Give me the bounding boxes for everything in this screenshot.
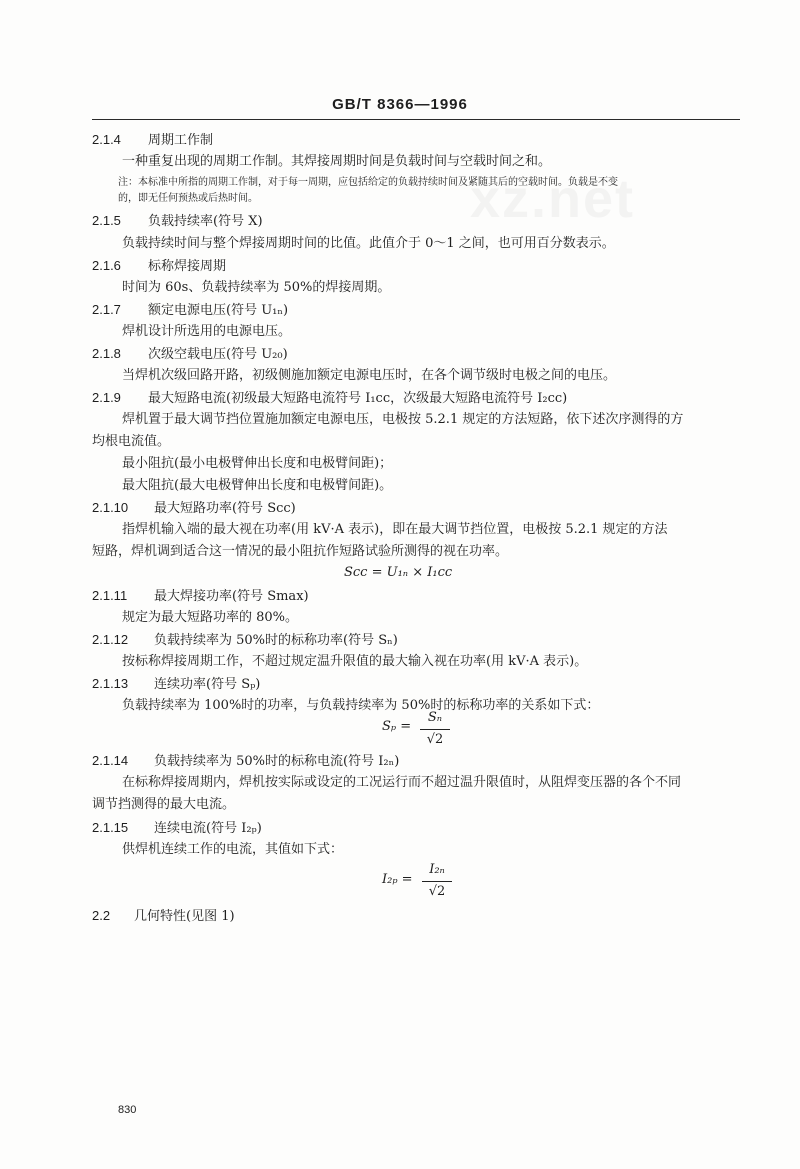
section-body-2-1-5: 负载持续时间与整个焊接周期时间的比值。此值介于 0～1 之间，也可用百分数表示。 — [122, 236, 615, 251]
formula-sp-fraction — [420, 710, 450, 750]
section-heading-2-1-9: 2.1.9 最大短路电流(初级最大短路电流符号 I₁cc，次级最大短路电流符号 I₂cc) — [92, 390, 568, 406]
section-heading-2-1-12: 2.1.12 负载持续率为 50%时的标称功率(符号 Sₙ) — [92, 632, 398, 648]
section-body-2-1-9-line-3: 最小阻抗(最小电极臂伸出长度和电极臂间距)； — [122, 456, 393, 471]
page-number: 830 — [118, 1104, 137, 1116]
section-body-2-1-13: 负载持续率为 100%时的功率，与负载持续率为 50%时的标称功率的关系如下式： — [122, 698, 600, 713]
section-body-2-1-9-line-4: 最大阻抗(最大电极臂伸出长度和电极臂间距)。 — [122, 478, 393, 493]
section-body-2-1-10-line-1: 指焊机输入端的最大视在功率(用 kV·A 表示)，即在最大调节挡位置，电极按 5.2.1 规定的方法 — [122, 522, 668, 537]
formula-i2p-numerator: I₂ₙ — [429, 862, 445, 877]
section-body-2-1-4: 一种重复出现的周期工作制。其焊接周期时间是负载时间与空载时间之和。 — [122, 154, 552, 169]
section-heading-2-2: 2.2 几何特性(见图 1) — [92, 908, 235, 924]
section-body-2-1-6: 时间为 60s、负载持续率为 50%的焊接周期。 — [122, 280, 391, 295]
formula-sp-lhs: Sₚ = — [382, 719, 412, 734]
section-heading-2-1-11: 2.1.11 最大焊接功率(符号 Smax) — [92, 588, 309, 604]
section-body-2-1-8: 当焊机次级回路开路，初级侧施加额定电源电压时，在各个调节级时电极之间的电压。 — [122, 368, 617, 383]
fraction-bar — [420, 729, 450, 730]
section-heading-2-1-10: 2.1.10 最大短路功率(符号 Scc) — [92, 500, 296, 516]
section-body-2-1-15: 供焊机连续工作的电流，其值如下式： — [122, 842, 344, 857]
formula-i2p-lhs: I₂ₚ = — [382, 872, 413, 887]
formula-scc: Scc = U₁ₙ × I₁cc — [344, 565, 453, 580]
formula-sp-denominator: √2 — [426, 732, 444, 747]
section-body-2-1-12: 按标称焊接周期工作，不超过规定温升限值的最大输入视在功率(用 kV·A 表示)。 — [122, 654, 588, 669]
section-heading-2-1-8: 2.1.8 次级空载电压(符号 U₂₀) — [92, 346, 288, 362]
section-heading-2-1-7: 2.1.7 额定电源电压(符号 U₁ₙ) — [92, 302, 289, 318]
section-heading-2-1-6: 2.1.6 标称焊接周期 — [92, 258, 227, 274]
formula-i2p-fraction — [422, 862, 452, 902]
section-body-2-1-9-line-2: 均根电流值。 — [92, 434, 171, 449]
section-body-2-1-14-line-2: 调节挡测得的最大电流。 — [92, 797, 236, 812]
section-heading-2-1-15: 2.1.15 连续电流(符号 I₂ₚ) — [92, 820, 262, 836]
section-body-2-1-9-line-1: 焊机置于最大调节挡位置施加额定电源电压，电极按 5.2.1 规定的方法短路，依下述次序测得的方 — [122, 412, 684, 427]
section-heading-2-1-4: 2.1.4 周期工作制 — [92, 132, 214, 148]
note-line-1: 注：本标准中所指的周期工作制，对于每一周期，应包括给定的负载持续时间及紧随其后的空载时间。负载是不变 — [118, 177, 618, 188]
section-body-2-1-10-line-2: 短路，焊机调到适合这一情况的最小阻抗作短路试验所测得的视在功率。 — [92, 544, 509, 559]
section-heading-2-1-13: 2.1.13 连续功率(符号 Sₚ) — [92, 676, 261, 692]
fraction-bar — [422, 881, 452, 882]
standard-header: GB/T 8366—1996 — [332, 96, 468, 113]
section-body-2-1-11: 规定为最大短路功率的 80%。 — [122, 610, 299, 625]
section-body-2-1-14-line-1: 在标称焊接周期内，焊机按实际或设定的工况运行而不超过温升限值时，从阻焊变压器的各个不同 — [122, 775, 682, 790]
formula-i2p-denominator: √2 — [428, 884, 446, 899]
formula-sp-numerator: Sₙ — [427, 710, 443, 725]
header-rule — [92, 119, 740, 120]
section-heading-2-1-14: 2.1.14 负载持续率为 50%时的标称电流(符号 I₂ₙ) — [92, 753, 400, 769]
section-heading-2-1-5: 2.1.5 负载持续率(符号 X) — [92, 213, 263, 229]
note-line-2: 的，即无任何预热或后热时间。 — [118, 193, 258, 204]
section-body-2-1-7: 焊机设计所选用的电源电压。 — [122, 324, 292, 339]
watermark: xz.net — [470, 169, 636, 229]
